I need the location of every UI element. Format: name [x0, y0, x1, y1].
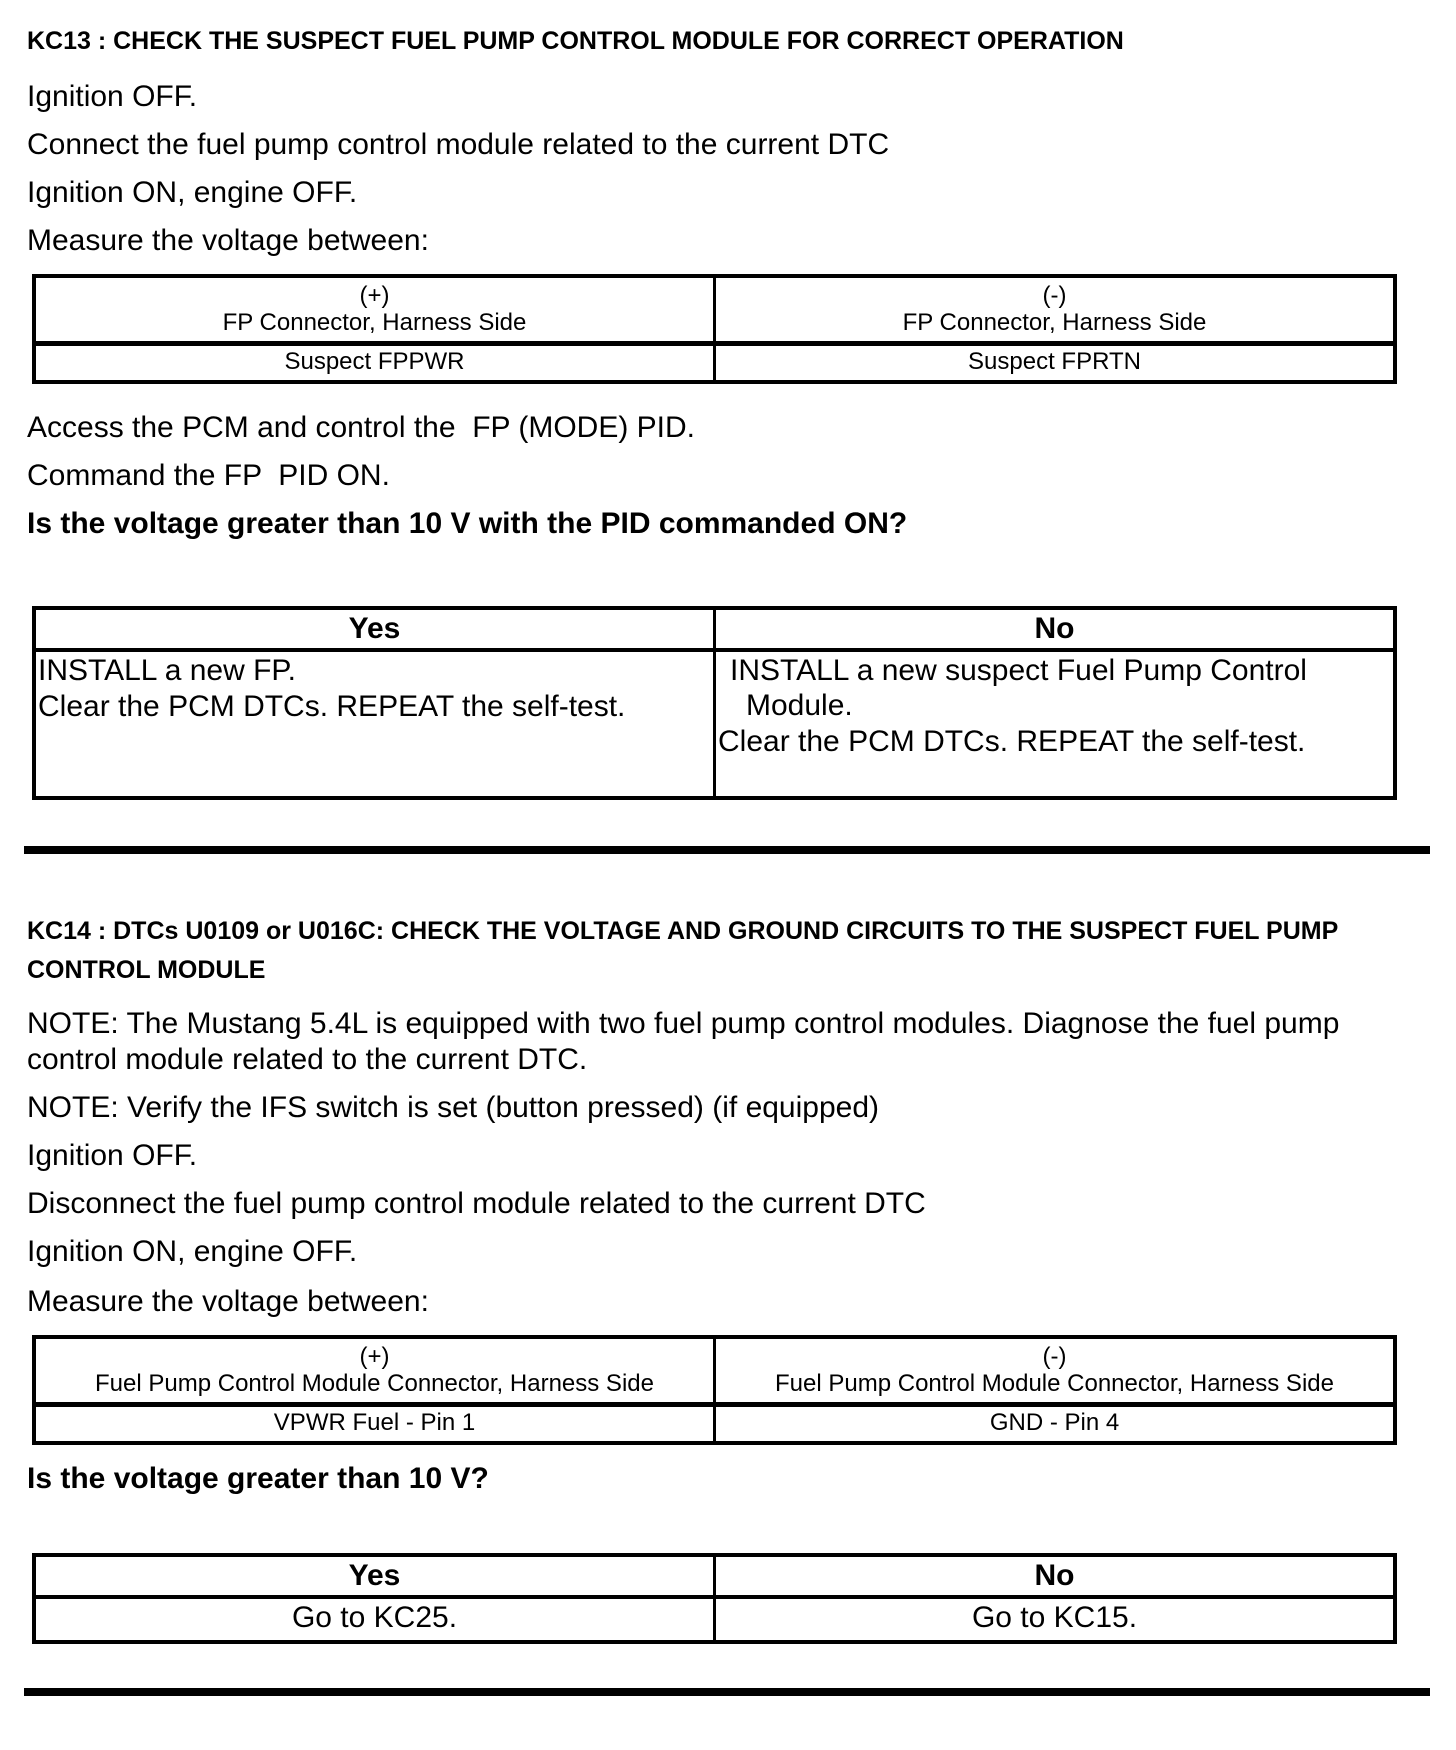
- kc13-measure-header-row: [34, 276, 1395, 344]
- kc13-no-action-line2: Clear the PCM DTCs. REPEAT the self-test.: [718, 725, 1306, 758]
- kc14-measure-positive-point: VPWR Fuel - Pin 1: [34, 1405, 715, 1444]
- section-divider-rule: [24, 846, 1430, 854]
- kc13-measure-positive-point: Suspect FPPWR: [34, 344, 715, 383]
- kc14-measure-header-row: [34, 1337, 1395, 1405]
- kc14-yes-cell: Go to KC25.: [34, 1597, 715, 1642]
- kc13-decision-table: [32, 606, 1397, 800]
- kc14-step-ignition-on: Ignition ON, engine OFF.: [27, 1235, 358, 1268]
- positive-polarity-label: (+): [359, 282, 390, 309]
- negative-polarity-label: (-): [1042, 1343, 1067, 1370]
- kc13-step-connect: Connect the fuel pump control module related to the current DTC: [27, 128, 890, 161]
- bottom-divider-rule: [24, 1688, 1430, 1696]
- kc14-measure-data-row: [34, 1405, 1395, 1444]
- kc14-no-header: No: [715, 1555, 1396, 1597]
- negative-connector-label: Fuel Pump Control Module Connector, Harness Side: [775, 1370, 1334, 1397]
- kc14-step-disconnect: Disconnect the fuel pump control module related to the current DTC: [27, 1187, 926, 1220]
- kc14-no-cell: Go to KC15.: [715, 1597, 1396, 1642]
- kc13-measure-negative-point: Suspect FPRTN: [715, 344, 1396, 383]
- kc14-yes-header: Yes: [34, 1555, 715, 1597]
- kc13-yes-cell: [34, 650, 715, 798]
- kc14-question: Is the voltage greater than 10 V?: [27, 1462, 489, 1495]
- section-kc13: [27, 22, 1429, 800]
- kc14-decision-table: [32, 1553, 1397, 1644]
- kc13-question: Is the voltage greater than 10 V with the PID commanded ON?: [27, 507, 908, 540]
- kc14-measure-table: [32, 1335, 1397, 1445]
- kc13-no-cell: [715, 650, 1396, 798]
- kc14-decision-body-row: [34, 1597, 1395, 1642]
- kc13-no-header: No: [715, 608, 1396, 650]
- kc14-note-ifs-switch: NOTE: Verify the IFS switch is set (button pressed) (if equipped): [27, 1091, 880, 1124]
- kc13-step-command: Command the FP PID ON.: [27, 459, 390, 492]
- kc13-yes-header: Yes: [34, 608, 715, 650]
- kc13-measure-negative-header: [715, 276, 1396, 344]
- kc13-measure-table: [32, 274, 1397, 384]
- kc14-step-ignition-off: Ignition OFF.: [27, 1139, 198, 1172]
- positive-connector-label: Fuel Pump Control Module Connector, Harness Side: [95, 1370, 654, 1397]
- kc13-heading: KC13 : CHECK THE SUSPECT FUEL PUMP CONTROL MODULE FOR CORRECT OPERATION: [27, 27, 1124, 55]
- kc13-yes-action-line2: Clear the PCM DTCs. REPEAT the self-test.: [38, 690, 626, 723]
- kc13-decision-body-row: [34, 650, 1395, 798]
- kc14-measure-positive-header: [34, 1337, 715, 1405]
- kc13-step-access-pcm: Access the PCM and control the FP (MODE) PID.: [27, 411, 695, 444]
- kc14-measure-label: Measure the voltage between:: [27, 1285, 429, 1318]
- kc13-measure-data-row: [34, 344, 1395, 383]
- kc13-decision-header-row: [34, 608, 1395, 650]
- kc13-step-ignition-on: Ignition ON, engine OFF.: [27, 176, 358, 209]
- positive-polarity-label: (+): [359, 1343, 390, 1370]
- kc14-note-modules: NOTE: The Mustang 5.4L is equipped with two fuel pump control modules. Diagnose the fuel pump control module related to the current DTC.: [27, 1007, 1340, 1076]
- positive-connector-label: FP Connector, Harness Side: [222, 309, 527, 336]
- kc13-measure-positive-header: [34, 276, 715, 344]
- kc14-heading: KC14 : DTCs U0109 or U016C: CHECK THE VOLTAGE AND GROUND CIRCUITS TO THE SUSPECT FUEL PUMP CONTROL MODULE: [27, 917, 1338, 984]
- negative-connector-label: FP Connector, Harness Side: [902, 309, 1207, 336]
- negative-polarity-label: (-): [1042, 282, 1067, 309]
- kc14-measure-negative-header: [715, 1337, 1396, 1405]
- kc13-yes-action-line1: INSTALL a new FP.: [38, 654, 296, 687]
- kc14-decision-header-row: [34, 1555, 1395, 1597]
- section-kc14: [27, 912, 1429, 1644]
- kc14-measure-negative-point: GND - Pin 4: [715, 1405, 1396, 1444]
- kc13-measure-label: Measure the voltage between:: [27, 224, 429, 257]
- kc13-no-action-line1: INSTALL a new suspect Fuel Pump Control Module.: [730, 654, 1307, 722]
- kc13-step-ignition-off: Ignition OFF.: [27, 80, 198, 113]
